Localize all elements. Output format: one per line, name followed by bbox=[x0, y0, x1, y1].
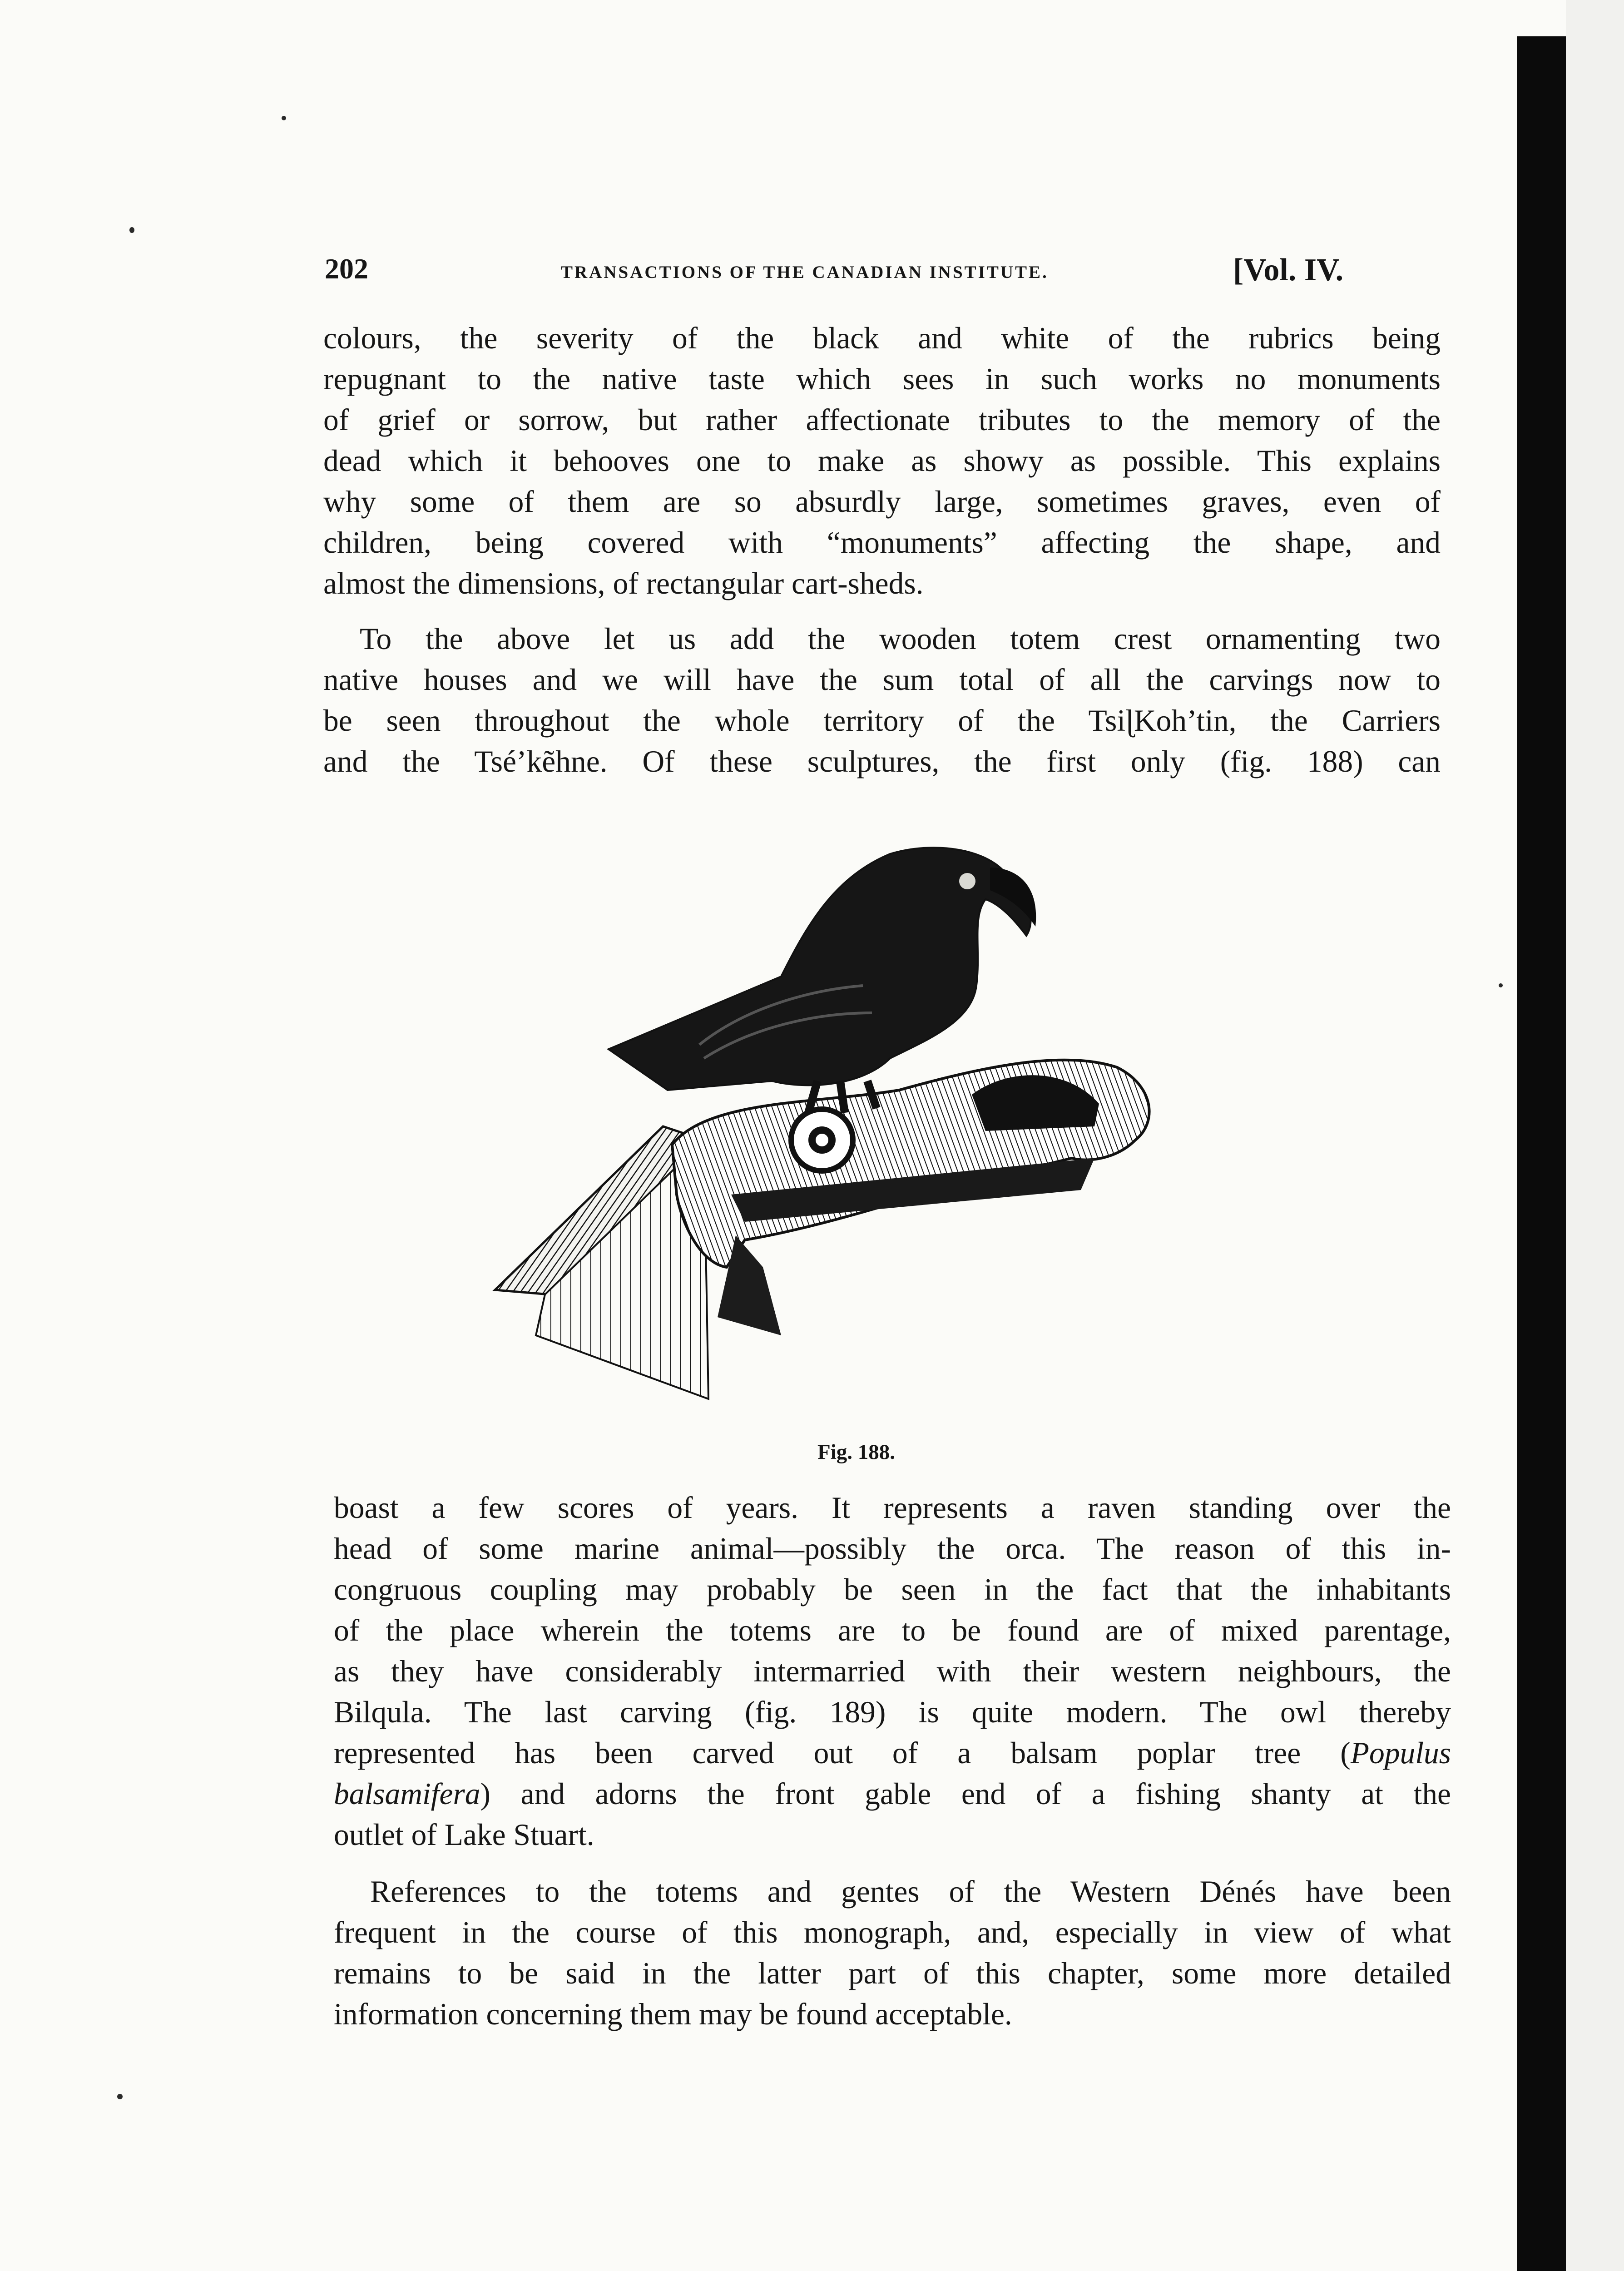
text-line: References to the totems and gentes of the Western Dénés have been bbox=[370, 1874, 1451, 1909]
paragraph-3 bbox=[334, 1488, 1451, 1855]
paragraph-2 bbox=[323, 619, 1441, 782]
scan-binding-edge bbox=[1517, 36, 1566, 2271]
italic-species: balsamifera bbox=[334, 1777, 480, 1811]
text-line bbox=[334, 1733, 1451, 1774]
text-line: frequent in the course of this monograph, and, especially in view of what bbox=[334, 1915, 1451, 1949]
text-line: head of some marine animal—possibly the orca. The reason of this in- bbox=[334, 1532, 1451, 1566]
italic-genus: Populus bbox=[1350, 1736, 1451, 1770]
text-segment: ) and adorns the front gable end of a fishing shanty at the bbox=[480, 1777, 1451, 1811]
scan-speck bbox=[1499, 983, 1503, 987]
text-line bbox=[334, 1774, 1451, 1815]
text-line: outlet of Lake Stuart. bbox=[334, 1818, 594, 1852]
text-line: of grief or sorrow, but rather affectionate tributes to the memory of the bbox=[323, 403, 1441, 437]
text-line: Bilqula. The last carving (fig. 189) is quite modern. The owl thereby bbox=[334, 1695, 1451, 1729]
scan-edge-shadow bbox=[1566, 0, 1624, 2271]
paragraph-4 bbox=[334, 1871, 1451, 2035]
scan-speck bbox=[129, 227, 134, 233]
text-line: and the Tsé’kẽhne. Of these sculptures, the first only (fig. 188) can bbox=[323, 744, 1441, 778]
running-title: TRANSACTIONS OF THE CANADIAN INSTITUTE. bbox=[561, 263, 1049, 282]
text-line: boast a few scores of years. It represents a raven standing over the bbox=[334, 1491, 1451, 1525]
text-line: congruous coupling may probably be seen in the fact that the inhabitants bbox=[334, 1572, 1451, 1607]
text-line: colours, the severity of the black and white of the rubrics being bbox=[323, 321, 1441, 355]
text-line: of the place wherein the totems are to be found are of mixed parentage, bbox=[334, 1613, 1451, 1647]
text-line: To the above let us add the wooden totem crest ornamenting two bbox=[360, 622, 1441, 656]
page-header bbox=[325, 252, 1524, 298]
figure-caption: Fig. 188. bbox=[817, 1440, 896, 1464]
text-line: as they have considerably intermarried with their western neighbours, the bbox=[334, 1654, 1451, 1688]
text-line: almost the dimensions, of rectangular cart-sheds. bbox=[323, 566, 924, 600]
volume-label: [Vol. IV. bbox=[1233, 253, 1344, 288]
scan-speck bbox=[117, 2094, 123, 2099]
page-number: 202 bbox=[325, 253, 368, 285]
text-line: dead which it behooves one to make as showy as possible. This explains bbox=[323, 444, 1441, 478]
paragraph-1 bbox=[323, 318, 1441, 604]
text-segment: represented has been carved out of a balsam poplar tree ( bbox=[334, 1736, 1351, 1770]
scan-speck bbox=[282, 116, 286, 120]
text-line: remains to be said in the latter part of this chapter, some more detailed bbox=[334, 1956, 1451, 1990]
text-line: children, being covered with “monuments” affecting the shape, and bbox=[323, 526, 1441, 560]
text-line: be seen throughout the whole territory of the TsiɭKoh’tin, the Carriers bbox=[323, 704, 1441, 738]
text-line: why some of them are so absurdly large, sometimes graves, even of bbox=[323, 485, 1441, 519]
orca-head-carving bbox=[672, 1060, 1149, 1335]
text-line: native houses and we will have the sum total of all the carvings now to bbox=[323, 663, 1441, 697]
text-line: repugnant to the native taste which sees in such works no monuments bbox=[323, 362, 1441, 396]
text-line: information concerning them may be found acceptable. bbox=[334, 1997, 1012, 2031]
raven-orca-carving-illustration bbox=[490, 813, 1253, 1426]
